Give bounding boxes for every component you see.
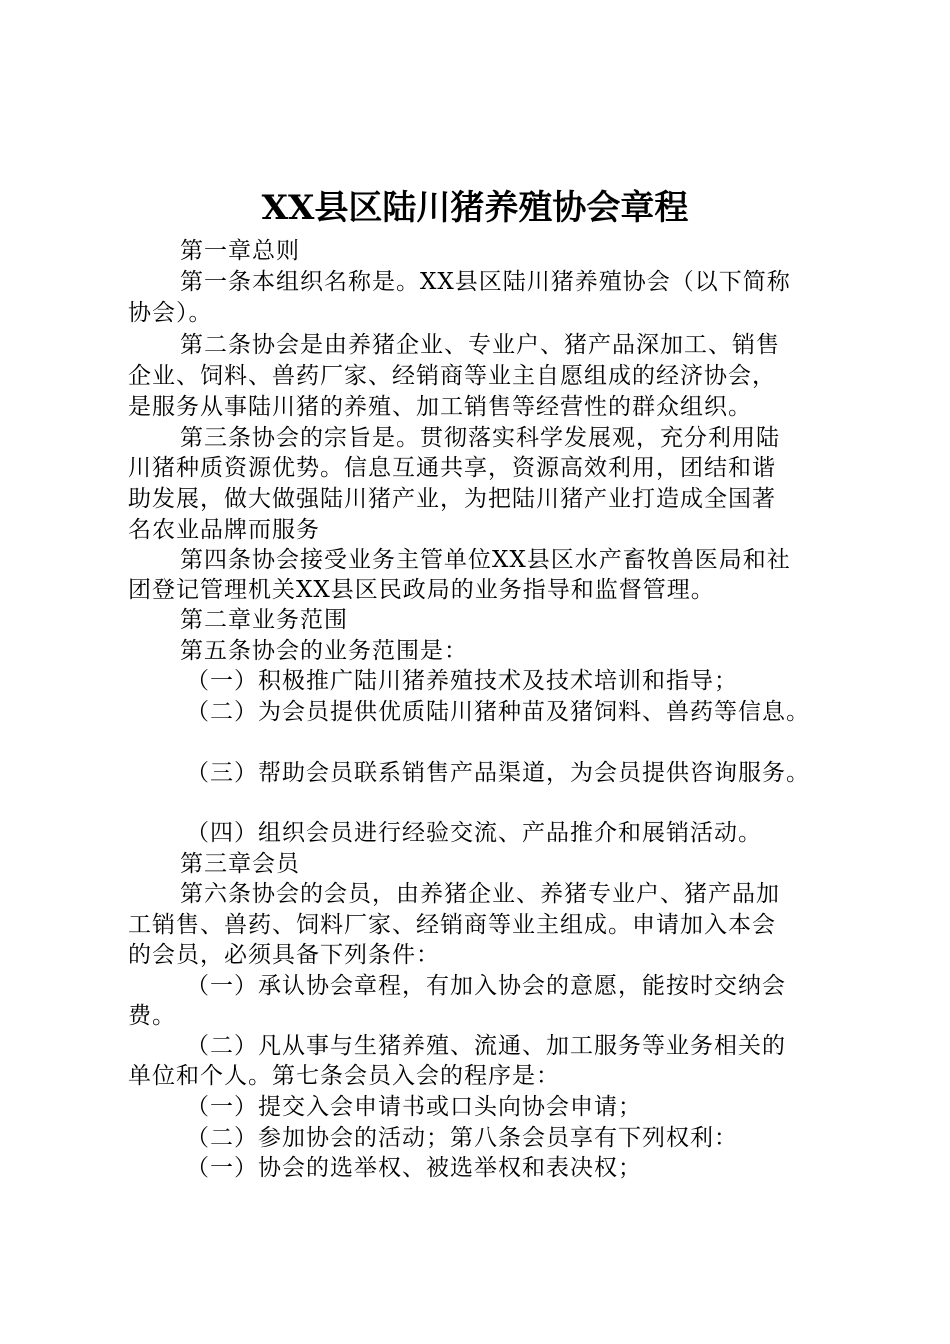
- list-item: （一）承认协会章程，有加入协会的意愿，能按时交纳会: [186, 973, 786, 999]
- paragraph-line: 第六条协会的会员，由养猪企业、养猪专业户、猪产品加: [180, 881, 780, 907]
- paragraph-line: 名农业品牌而服务: [128, 517, 320, 543]
- list-item: （二）参加协会的活动；第八条会员享有下列权利：: [186, 1125, 738, 1151]
- paragraph-line: 川猪种质资源优势。信息互通共享，资源高效利用，团结和谐: [128, 455, 776, 481]
- paragraph-line: 工销售、兽药、饲料厂家、经销商等业主组成。申请加入本会: [128, 912, 776, 938]
- paragraph-line: 第四条协会接受业务主管单位XX县区水产畜牧兽医局和社: [180, 547, 791, 573]
- paragraph-line: 企业、饲料、兽药厂家、经销商等业主自愿组成的经济协会，: [128, 363, 776, 389]
- list-item: （一）积极推广陆川猪养殖技术及技术培训和指导；: [186, 668, 738, 694]
- paragraph-line: 第三条协会的宗旨是。贯彻落实科学发展观，充分利用陆: [180, 425, 780, 451]
- chapter-heading: 第一章总则: [180, 238, 300, 264]
- list-item: （一）提交入会申请书或口头向协会申请；: [186, 1094, 642, 1120]
- paragraph-line: 协会）。: [128, 300, 213, 326]
- paragraph-line: 团登记管理机关XX县区民政局的业务指导和监督管理。: [128, 577, 715, 603]
- paragraph-line: 第五条协会的业务范围是：: [180, 638, 468, 664]
- list-item: （二）凡从事与生猪养殖、流通、加工服务等业务相关的: [186, 1033, 786, 1059]
- paragraph-line: 的会员，必须具备下列条件：: [128, 942, 440, 968]
- list-item: （二）为会员提供优质陆川猪种苗及猪饲料、兽药等信息。: [186, 699, 810, 725]
- paragraph-line: 是服务从事陆川猪的养殖、加工销售等经营性的群众组织。: [128, 394, 752, 420]
- list-item: （四）组织会员进行经验交流、产品推介和展销活动。: [186, 820, 762, 846]
- paragraph-line: 单位和个人。第七条会员入会的程序是：: [128, 1063, 560, 1089]
- document-title: XX县区陆川猪养殖协会章程: [261, 188, 689, 228]
- paragraph-line: 费。: [128, 1003, 176, 1029]
- list-item: （一）协会的选举权、被选举权和表决权；: [186, 1155, 642, 1181]
- paragraph-line: 第一条本组织名称是。XX县区陆川猪养殖协会（以下简称: [180, 269, 791, 295]
- paragraph-line: 助发展，做大做强陆川猪产业，为把陆川猪产业打造成全国著: [128, 486, 776, 512]
- paragraph-line: 第二条协会是由养猪企业、专业户、猪产品深加工、销售: [180, 332, 780, 358]
- list-item: （三）帮助会员联系销售产品渠道，为会员提供咨询服务。: [186, 760, 810, 786]
- chapter-heading: 第二章业务范围: [180, 607, 348, 633]
- chapter-heading: 第三章会员: [180, 851, 300, 877]
